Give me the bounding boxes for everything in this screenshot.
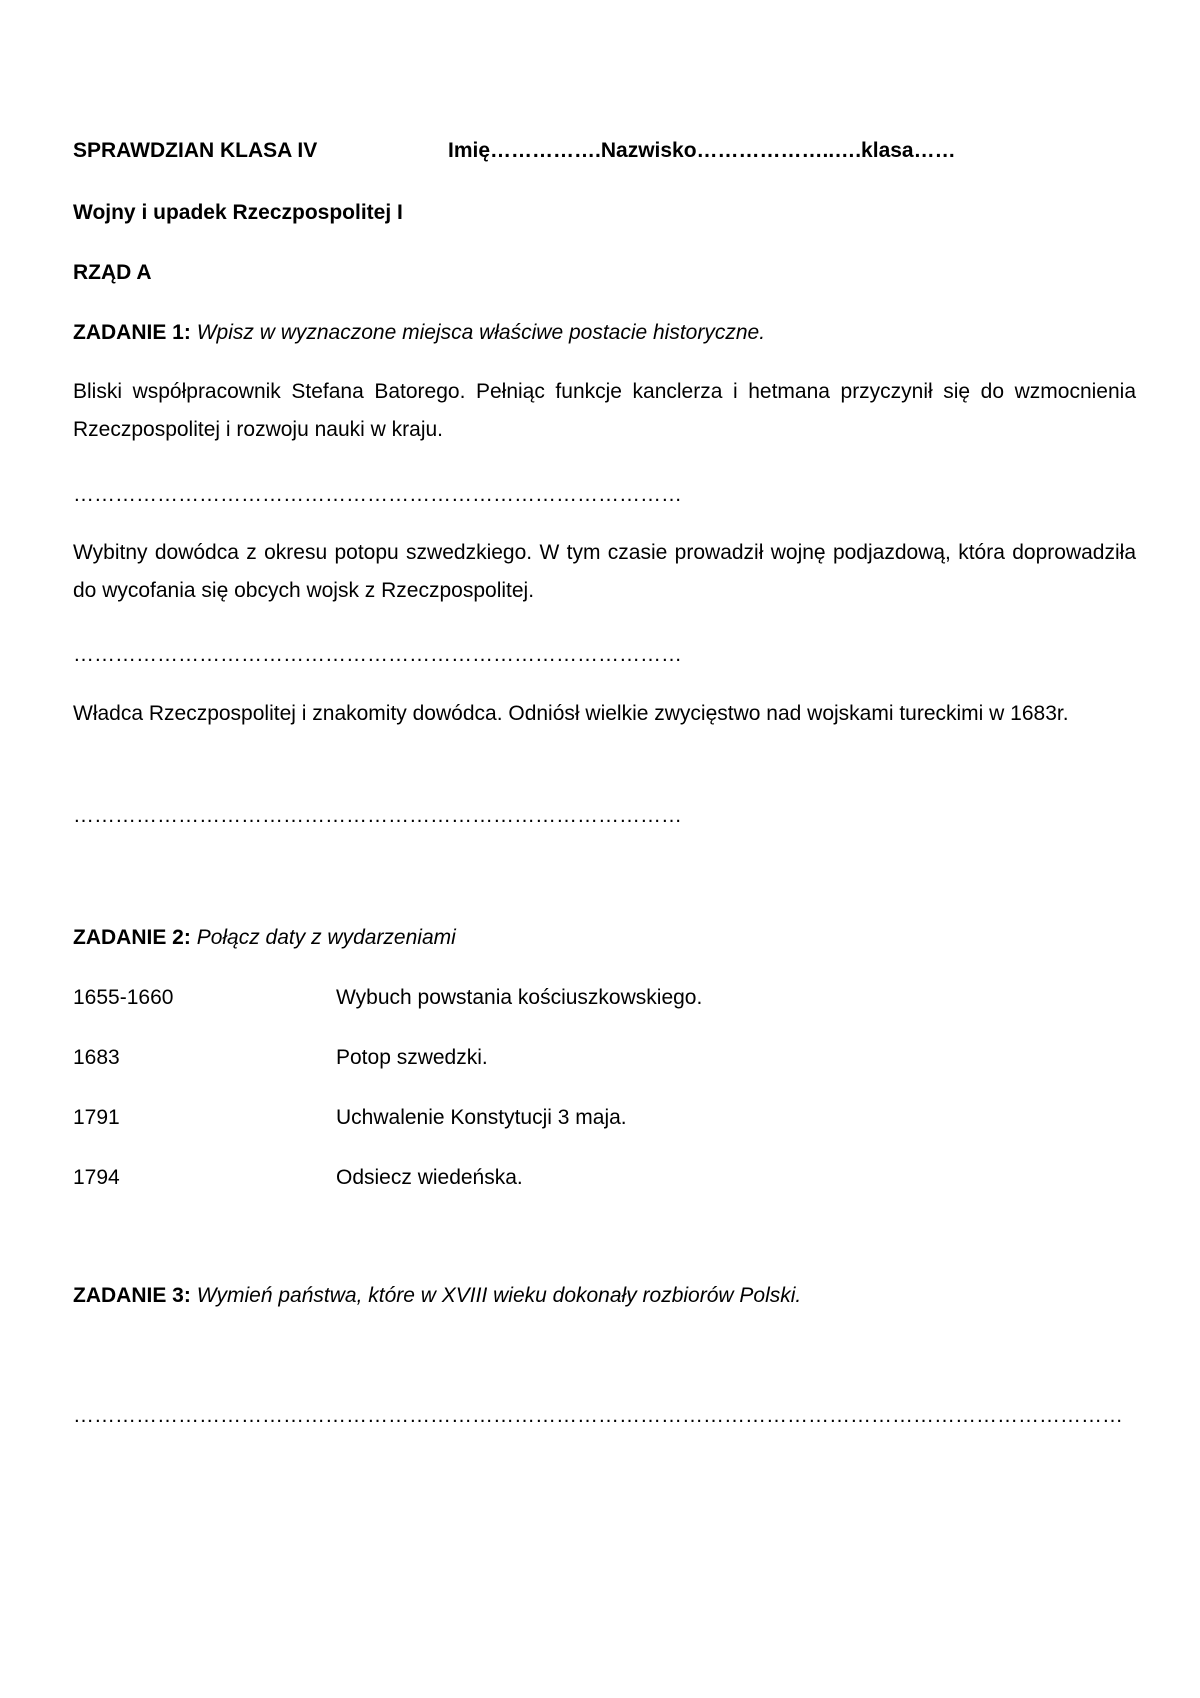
- task1-item-2-text: Wybitny dowódca z okresu potopu szwedzkiego. W tym czasie prowadził wojnę podjazdową, która doprowadziła do wycofania się obcych wojsk z Rzeczpospolitej.: [73, 541, 1136, 602]
- task3-instruction: Wymień państwa, które w XVIII wieku dokonały rozbiorów Polski.: [196, 1284, 802, 1307]
- task2-event: Odsiecz wiedeńska.: [336, 1166, 523, 1189]
- task3-answer-line: ……………………………………………………………………………………………………………………………………: [73, 1404, 1123, 1427]
- task2-date: 1794: [73, 1166, 120, 1189]
- task3-heading: [73, 1283, 801, 1309]
- task2-date: 1655-1660: [73, 986, 174, 1009]
- task1-heading: [73, 320, 765, 346]
- student-name-field: Imię…………….Nazwisko………………..….klasa……: [448, 139, 956, 162]
- task2-date: 1791: [73, 1106, 120, 1129]
- task3-label: ZADANIE 3:: [73, 1284, 191, 1307]
- task1-item-3-text: Władca Rzeczpospolitej i znakomity dowódca. Odniósł wielkie zwycięstwo nad wojskami tureckimi w 1683r.: [73, 702, 1069, 725]
- task1-item-1-text: Bliski współpracownik Stefana Batorego. Pełniąc funkcje kanclerza i hetmana przyczynił się do wzmocnienia Rzeczpospolitej i rozwoju nauki w kraju.: [73, 380, 1136, 441]
- task2-heading: [73, 925, 456, 951]
- task2-event: Potop szwedzki.: [336, 1046, 488, 1069]
- task1-item-3-answer-line: ……………………………………………………………………………: [73, 804, 682, 827]
- task1-instruction: Wpisz w wyznaczone miejsca właściwe postacie historyczne.: [196, 321, 766, 344]
- task2-date: 1683: [73, 1046, 120, 1069]
- row-label: RZĄD A: [73, 261, 152, 284]
- task2-event: Wybuch powstania kościuszkowskiego.: [336, 986, 703, 1009]
- worksheet-title: SPRAWDZIAN KLASA IV: [73, 139, 318, 162]
- worksheet-subject: Wojny i upadek Rzeczpospolitej I: [73, 201, 403, 224]
- task1-item-2-answer-line: ……………………………………………………………………………: [73, 643, 682, 666]
- task1-label: ZADANIE 1:: [73, 321, 191, 344]
- task2-event: Uchwalenie Konstytucji 3 maja.: [336, 1106, 627, 1129]
- task2-label: ZADANIE 2:: [73, 926, 191, 949]
- task1-item-1-answer-line: ……………………………………………………………………………: [73, 483, 682, 506]
- task2-instruction: Połącz daty z wydarzeniami: [196, 926, 456, 949]
